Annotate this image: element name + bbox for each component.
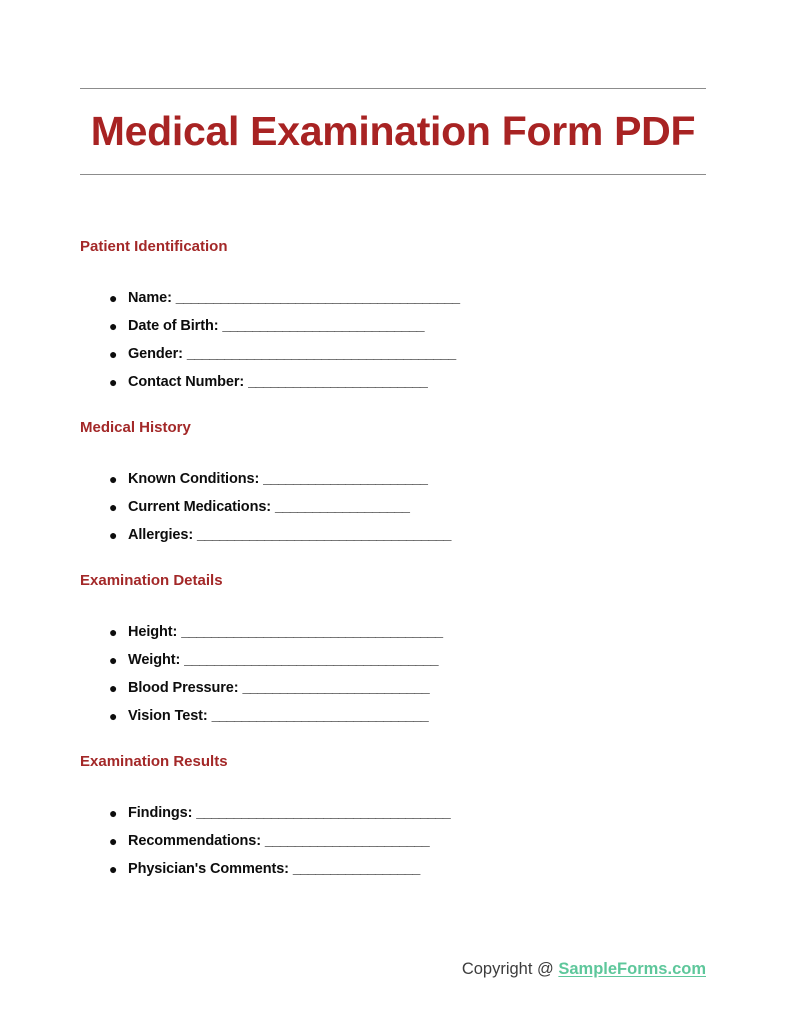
section-heading-medical-history: Medical History (80, 419, 191, 436)
field-list-examination-results (80, 799, 720, 883)
field-label-weight: Weight: (128, 652, 181, 668)
bullet-icon: ● (109, 374, 118, 390)
field-label-findings: Findings: (128, 805, 193, 821)
bullet-icon: ● (109, 805, 118, 821)
field-label-height: Height: (128, 624, 178, 640)
bullet-icon: ● (109, 680, 118, 696)
page-title: Medical Examination Form PDF (90, 108, 696, 154)
field-label-current-medications: Current Medications: (128, 499, 272, 515)
bullet-icon: ● (109, 652, 118, 668)
section-examination-details (80, 572, 720, 730)
bullet-icon: ● (109, 833, 118, 849)
list-item (80, 674, 720, 702)
list-item (80, 646, 720, 674)
field-blank-name[interactable]: ______________________________________ (175, 290, 460, 306)
form-content (80, 238, 720, 883)
samplesforms-link[interactable]: SampleForms.com (558, 960, 706, 978)
field-blank-recommendations[interactable]: ______________________ (264, 833, 430, 849)
field-blank-weight[interactable]: __________________________________ (184, 652, 438, 668)
field-label-physicians-comments: Physician's Comments: (128, 861, 289, 877)
section-patient-identification (80, 238, 720, 396)
field-label-blood-pressure: Blood Pressure: (128, 680, 239, 696)
field-label-vision-test: Vision Test: (128, 708, 208, 724)
list-item (80, 855, 720, 883)
field-label-recommendations: Recommendations: (128, 833, 261, 849)
list-item (80, 368, 720, 396)
list-item (80, 702, 720, 730)
list-item (80, 312, 720, 340)
field-blank-physicians-comments[interactable]: _________________ (292, 861, 420, 877)
bullet-icon: ● (109, 346, 118, 362)
field-blank-contact-number[interactable]: ________________________ (248, 374, 428, 390)
list-item (80, 799, 720, 827)
bullet-icon: ● (109, 527, 118, 543)
title-rule-bottom (80, 174, 706, 175)
field-label-name: Name: (128, 290, 172, 306)
bullet-icon: ● (109, 499, 118, 515)
field-label-contact-number: Contact Number: (128, 374, 245, 390)
field-list-examination-details (80, 618, 720, 730)
list-item (80, 618, 720, 646)
field-blank-date-of-birth[interactable]: ___________________________ (222, 318, 424, 334)
field-blank-known-conditions[interactable]: ______________________ (263, 471, 428, 487)
field-blank-allergies[interactable]: __________________________________ (197, 527, 451, 543)
section-heading-patient-identification: Patient Identification (80, 238, 228, 255)
section-examination-results (80, 753, 720, 883)
field-blank-vision-test[interactable]: _____________________________ (211, 708, 429, 724)
field-blank-current-medications[interactable]: __________________ (274, 499, 410, 515)
field-label-allergies: Allergies: (128, 527, 194, 543)
field-blank-findings[interactable]: __________________________________ (196, 805, 451, 821)
list-item (80, 340, 720, 368)
field-label-date-of-birth: Date of Birth: (128, 318, 219, 334)
field-list-patient-identification (80, 284, 720, 396)
list-item (80, 521, 720, 549)
field-label-gender: Gender: (128, 346, 183, 362)
list-item (80, 493, 720, 521)
field-blank-blood-pressure[interactable]: _________________________ (242, 680, 430, 696)
field-label-known-conditions: Known Conditions: (128, 471, 260, 487)
list-item (80, 465, 720, 493)
footer (0, 960, 795, 979)
field-list-medical-history (80, 465, 720, 549)
bullet-icon: ● (109, 471, 118, 487)
bullet-icon: ● (109, 318, 118, 334)
bullet-icon: ● (109, 290, 118, 306)
field-blank-gender[interactable]: ____________________________________ (186, 346, 456, 362)
section-heading-examination-results: Examination Results (80, 753, 228, 770)
document-title-block (80, 88, 706, 175)
section-heading-examination-details: Examination Details (80, 572, 223, 589)
field-blank-height[interactable]: ___________________________________ (181, 624, 443, 640)
section-medical-history (80, 419, 720, 549)
bullet-icon: ● (109, 861, 118, 877)
copyright-text: Copyright @ (461, 960, 559, 978)
bullet-icon: ● (109, 624, 118, 640)
bullet-icon: ● (109, 708, 118, 724)
list-item (80, 284, 720, 312)
list-item (80, 827, 720, 855)
